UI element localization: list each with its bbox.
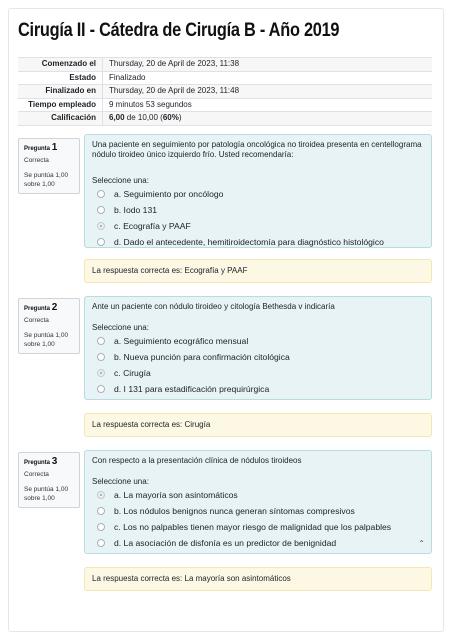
question-label: Pregunta — [24, 306, 51, 312]
question-state: Correcta — [24, 157, 49, 164]
question-2-feedback: La respuesta correcta es: Cirugía — [84, 413, 432, 437]
radio-button[interactable] — [97, 523, 105, 531]
summary-label: Estado — [18, 72, 103, 85]
option-label: d. La asociación de disfonía es un predictor de benignidad — [114, 538, 337, 548]
question-label: Pregunta — [24, 146, 51, 152]
question-state: Correcta — [24, 317, 49, 324]
question-2-info — [18, 298, 80, 354]
question-text: Con respecto a la presentación clínica de nódulos tiroideos — [92, 456, 302, 465]
option-label: a. Seguimiento por oncólogo — [114, 189, 224, 199]
grade-percent: 60% — [162, 113, 179, 122]
grade-total: de 10,00 ( — [124, 113, 163, 122]
answer-option[interactable] — [92, 234, 424, 250]
summary-row-time — [18, 99, 432, 113]
answer-option-selected[interactable] — [92, 487, 424, 503]
summary-value: Finalizado — [109, 72, 146, 82]
option-label: b. Iodo 131 — [114, 205, 158, 215]
summary-label: Tiempo empleado — [18, 99, 103, 112]
grade-score: 6,00 — [109, 113, 125, 122]
answer-option[interactable] — [92, 349, 424, 365]
question-number: 1 — [51, 142, 58, 153]
answer-option[interactable] — [92, 381, 424, 397]
grade-close: ) — [178, 113, 182, 122]
chevron-up-icon[interactable]: ⌃ — [418, 539, 425, 548]
answer-option-selected[interactable] — [92, 218, 424, 234]
option-label: c. Ecografía y PAAF — [114, 221, 191, 231]
option-label: d. I 131 para estadificación prequirúrgica — [114, 384, 270, 394]
question-grade: Se puntúa 1,00 sobre 1,00 — [24, 332, 69, 348]
radio-button[interactable] — [97, 206, 105, 214]
radio-button[interactable] — [97, 337, 105, 345]
radio-button-checked[interactable] — [97, 369, 105, 377]
question-3-info — [18, 452, 80, 508]
radio-button-checked[interactable] — [97, 491, 105, 499]
summary-value: 9 minutos 53 segundos — [109, 99, 192, 109]
question-3-feedback: La respuesta correcta es: La mayoría son asintomáticos — [84, 567, 432, 591]
answer-prompt: Seleccione una: — [92, 176, 149, 185]
question-1-feedback: La respuesta correcta es: Ecografía y PAAF — [84, 259, 432, 283]
summary-row-finished — [18, 85, 432, 99]
radio-button-checked[interactable] — [97, 222, 105, 230]
question-1-content — [84, 134, 432, 248]
question-state: Correcta — [24, 471, 49, 478]
option-label: b. Nueva punción para confirmación citológica — [114, 352, 290, 362]
answer-prompt: Seleccione una: — [92, 323, 149, 332]
question-number: 2 — [51, 302, 58, 313]
option-label: a. La mayoría son asintomáticos — [114, 490, 238, 500]
option-label: c. Cirugía — [114, 368, 151, 378]
question-3-content — [84, 450, 432, 554]
question-grade: Se puntúa 1,00 sobre 1,00 — [24, 486, 69, 502]
attempt-summary-table — [18, 57, 432, 126]
radio-button[interactable] — [97, 385, 105, 393]
question-2-content — [84, 296, 432, 400]
question-text: Ante un paciente con nódulo tiroideo y citología Bethesda v indicaría — [92, 302, 335, 311]
option-label: c. Los no palpables tienen mayor riesgo de malignidad que los palpables — [114, 522, 392, 532]
summary-label: Finalizado en — [18, 85, 103, 98]
question-grade: Se puntúa 1,00 sobre 1,00 — [24, 172, 69, 188]
summary-label: Calificación — [18, 112, 103, 125]
summary-row-started — [18, 58, 432, 72]
summary-row-grade — [18, 112, 432, 126]
answer-option[interactable] — [92, 519, 424, 535]
answer-option[interactable] — [92, 202, 424, 218]
option-label: a. Seguimiento ecográfico mensual — [114, 336, 249, 346]
page-title: Cirugía II - Cátedra de Cirugía B - Año 2019 — [18, 20, 340, 41]
answer-option[interactable] — [92, 333, 424, 349]
summary-row-state — [18, 72, 432, 86]
summary-label: Comenzado el — [18, 58, 103, 71]
radio-button[interactable] — [97, 353, 105, 361]
summary-value: Thursday, 20 de April de 2023, 11:38 — [109, 59, 240, 68]
radio-button[interactable] — [97, 507, 105, 515]
answer-option[interactable] — [92, 186, 424, 202]
answer-option[interactable] — [92, 535, 424, 551]
answer-option-selected[interactable] — [92, 365, 424, 381]
question-1-info — [18, 138, 80, 194]
option-label: b. Los nódulos benignos nunca generan síntomas compresivos — [114, 506, 355, 516]
option-label: d. Dado el antecedente, hemitiroidectomía para diagnóstico histológico — [114, 237, 384, 247]
answer-prompt: Seleccione una: — [92, 477, 149, 486]
question-label: Pregunta — [24, 460, 51, 466]
answer-option[interactable] — [92, 503, 424, 519]
radio-button[interactable] — [97, 238, 105, 246]
radio-button[interactable] — [97, 190, 105, 198]
question-text: Una paciente en seguimiento por patología oncológica no tiroidea presenta en centellograma nódulo tiroideo único izquierdo frío. Usted recomendaría: — [92, 140, 422, 159]
question-number: 3 — [51, 456, 58, 467]
summary-value — [103, 112, 182, 125]
radio-button[interactable] — [97, 539, 105, 547]
summary-value: Thursday, 20 de April de 2023, 11:48 — [109, 86, 240, 95]
